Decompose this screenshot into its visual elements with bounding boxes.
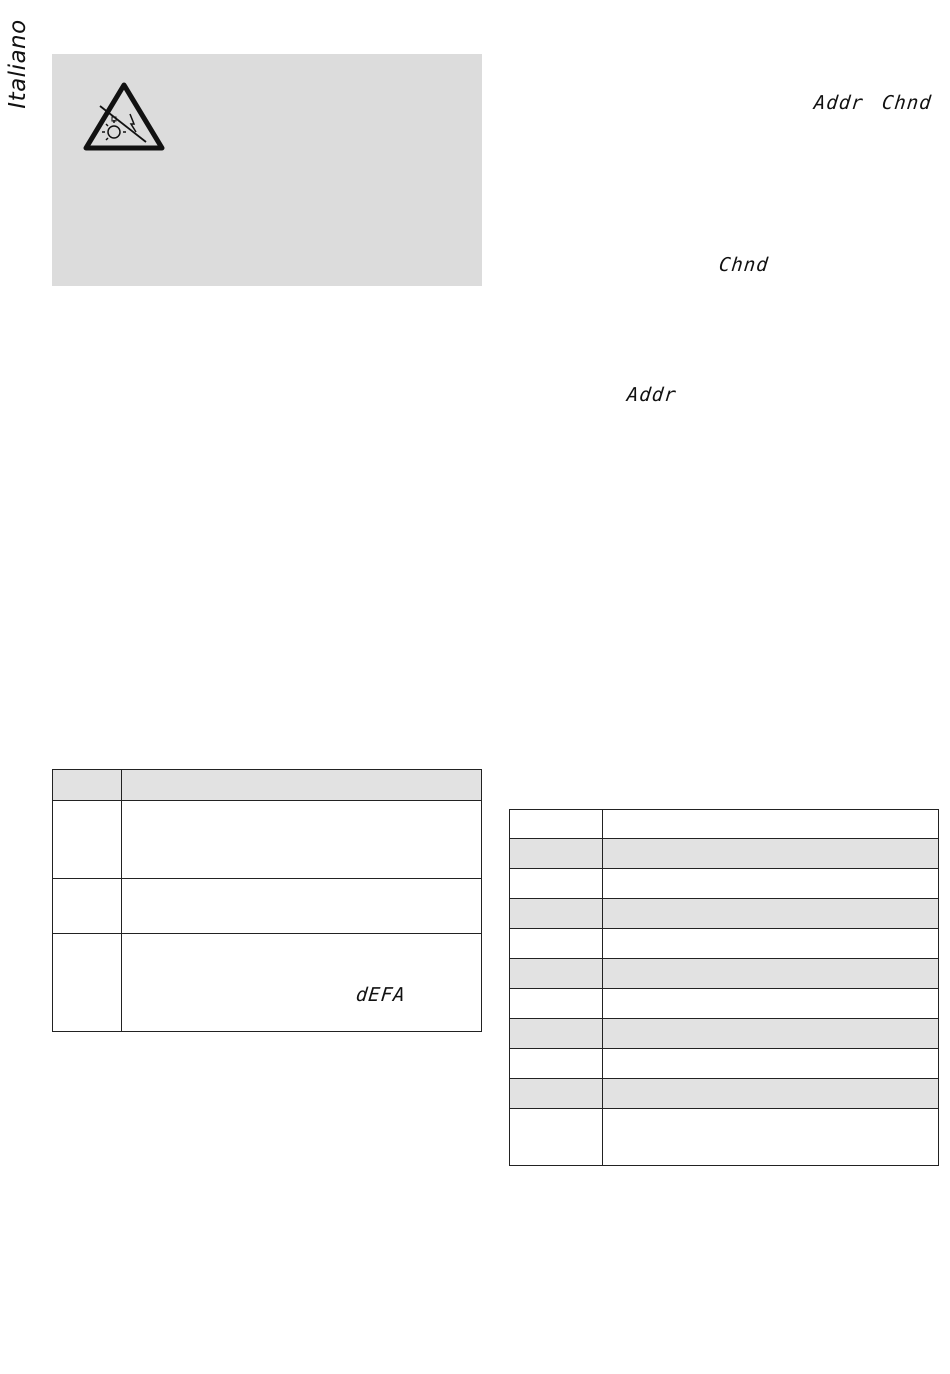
table-row: [510, 1019, 939, 1049]
channel-table-right: [509, 809, 939, 1166]
lcd-chnd-top: Chnd: [880, 92, 933, 114]
table-row: [510, 959, 939, 989]
language-side-tab: [2, 14, 34, 114]
table-row: [53, 879, 482, 934]
warning-box: [52, 54, 482, 286]
lcd-addr-top: Addr: [812, 92, 865, 114]
table-row: [510, 1079, 939, 1109]
table-row: [510, 929, 939, 959]
lcd-addr-lower: Addr: [625, 384, 678, 406]
table-row: [53, 801, 482, 879]
warning-triangle-icon: [82, 80, 166, 154]
settings-table-left: [52, 769, 482, 1032]
language-label: Italiano: [5, 19, 31, 109]
table-header-row: [53, 770, 482, 801]
table-row: [510, 869, 939, 899]
table-row: [53, 934, 482, 1032]
table-row: [510, 989, 939, 1019]
table-row: [510, 1049, 939, 1079]
lcd-chnd-mid: Chnd: [717, 254, 770, 276]
table-header-row: [510, 810, 939, 839]
lcd-defa: dEFA: [354, 984, 407, 1006]
table-row: [510, 899, 939, 929]
table-row: [510, 1109, 939, 1166]
table-row: [510, 839, 939, 869]
